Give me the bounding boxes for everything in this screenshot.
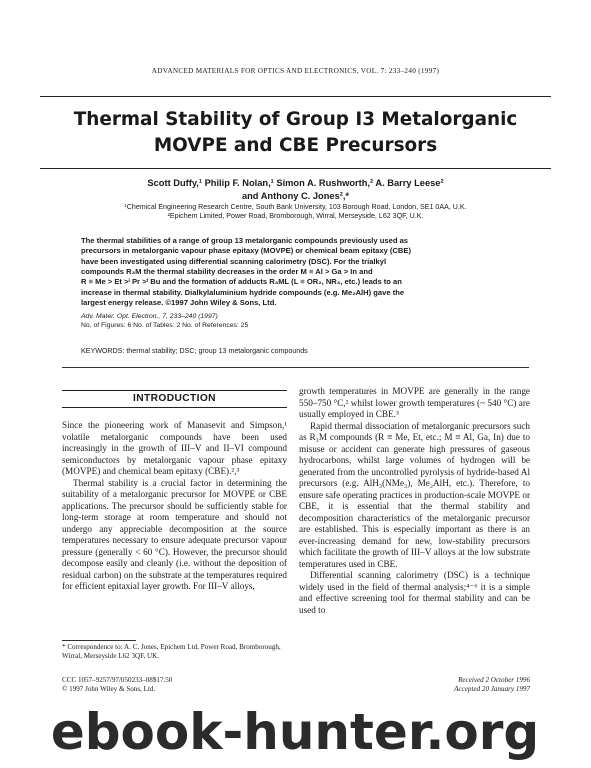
- abstract-line: have been investigated using differential scanning calorimetry (DSC). For the trialkyl: [81, 256, 387, 266]
- body-paragraph: Rapid thermal dissociation of metalorganic precursors such as R₃M compounds (R ≡ Me, Et, etc.; M ≡ Al, Ga, In) due to misuse or accident can generate high pressures of gaseous hydrocarbons, whilst large volumes of hydrogen will be generated from the uncontrolled pyrolysis of hydride-based Al precursors (e.g. AlH₃(NMe₃), Me₂AlH, etc.). Therefore, to ensure safe operating practices in production-scale MOVPE or CBE, it is essential that the thermal stability and decomposition characteristics of the metalorganic precursor are established. This is especially important as there is an ever-increasing demand for new, low-stability precursors which facilitate the growth of III–V alloys at the low substrate temperatures used in CBE.: [299, 420, 530, 569]
- received-date: Received 2 October 1996: [458, 676, 530, 684]
- section-heading: INTRODUCTION: [62, 390, 287, 408]
- correspondence-footnote: * Correspondence to: A. C. Jones, Epichem Ltd, Power Road, Bromborough, Wirral, Merseyside L62 3QF, UK.: [62, 643, 281, 660]
- journal-reference-block: [81, 313, 511, 330]
- affiliations: [0, 203, 591, 221]
- authors-line-1: Scott Duffy,¹ Philip F. Nolan,¹ Simon A. Rushworth,² A. Barry Leese²: [147, 178, 444, 188]
- abstract: [81, 236, 511, 308]
- journal-header: ADVANCED MATERIALS FOR OPTICS AND ELECTRONICS, VOL. 7: 233–240 (1997): [151, 67, 440, 75]
- body-paragraph: Differential scanning calorimetry (DSC) is a technique widely used in the field of thermal analysis;⁴⁻⁶ it is a simple and effective screening tool for thermal stability and can be used to: [299, 570, 530, 615]
- abstract-line: R ≡ Me > Et >ⁱ Pr >ᵗ Bu and the formation of adducts R₃ML (L ≡ OR₂, NR₃, etc.) leads to an: [81, 277, 402, 287]
- author-list: [0, 177, 591, 202]
- figure-table-counts: No. of Figures: 6 No. of Tables: 2 No. of References: 25: [81, 321, 249, 329]
- left-column: [62, 420, 287, 593]
- keywords: KEYWORDS: thermal stability; DSC; group 13 metalorganic compounds: [81, 347, 308, 355]
- affiliation-2: ²Epichem Limited, Power Road, Bromborough, Wirral, Merseyside, L62 3QF, U.K.: [167, 212, 424, 220]
- affiliation-1: ¹Chemical Engineering Research Centre, South Bank University, 103 Borough Road, London, SE1 0AA, U.K.: [124, 203, 467, 211]
- accepted-date: Accepted 20 January 1997: [454, 685, 530, 694]
- footnote-rule: [62, 640, 136, 641]
- copyright-line: © 1997 John Wiley & Sons, Ltd.: [62, 685, 156, 694]
- abstract-line: compounds R₃M the thermal stability decreases in the order M ≡ Al > Ga > In and: [81, 267, 373, 277]
- journal-reference: Adv. Mater. Opt. Electron., 7, 233–240 (1997): [81, 313, 218, 320]
- ccc-code: CCC 1057–9257/97/050233–08$17.50: [62, 676, 173, 684]
- body-paragraph: growth temperatures in MOVPE are generally in the range 550–750 °C,² whilst lower growth temperatures (~ 540 °C) are usually employed in CBE.³: [299, 386, 530, 419]
- body-paragraph: Since the pioneering work of Manasevit and Simpson,¹ volatile metalorganic compounds have been used increasingly in the growth of III–V and II–VI compound semiconductors by metalorganic vapour phase epitaxy (MOVPE) and chemical beam epitaxy (CBE).²,³: [62, 420, 287, 476]
- received-dates: [390, 676, 530, 694]
- section-divider: [62, 367, 529, 368]
- authors-line-2: and Anthony C. Jones²,*: [241, 190, 350, 201]
- paper-title-line-2: MOVPE and CBE Precursors: [153, 134, 438, 156]
- abstract-line: precursors in metalorganic vapour phase epitaxy (MOVPE) or chemical beam epitaxy (CBE): [81, 246, 412, 256]
- body-paragraph: Thermal stability is a crucial factor in determining the suitability of a metalorganic precursor for MOVPE or CBE applications. The precursor should be sufficiently stable for long-term storage at room temperature and should not undergo any appreciable decomposition at the source temperatures necessary to ensure adequate precursor vapour pressure (generally < 60 °C). However, the precursor should decompose easily and cleanly (i.e. without the deposition of residual carbon) on the substrate at the temperatures required for efficient epitaxial layer growth. For III–V alloys,: [62, 477, 287, 591]
- title-block: [40, 96, 551, 169]
- abstract-line: increase in thermal stability. Dialkylaluminium hydride compounds (e.g. Me₂AlH) gave the: [81, 287, 405, 297]
- abstract-line: The thermal stabilities of a range of group 13 metalorganic compounds previously used as: [81, 236, 409, 245]
- abstract-line: largest energy release. ©1997 John Wiley & Sons, Ltd.: [81, 298, 277, 308]
- watermark-text: ebook-hunter.org: [50, 704, 540, 760]
- paper-title-line-1: Thermal Stability of Group I3 Metalorganic: [73, 108, 518, 130]
- watermark-logo: [0, 704, 591, 760]
- right-column: [299, 386, 530, 616]
- copyright-block: [62, 676, 172, 694]
